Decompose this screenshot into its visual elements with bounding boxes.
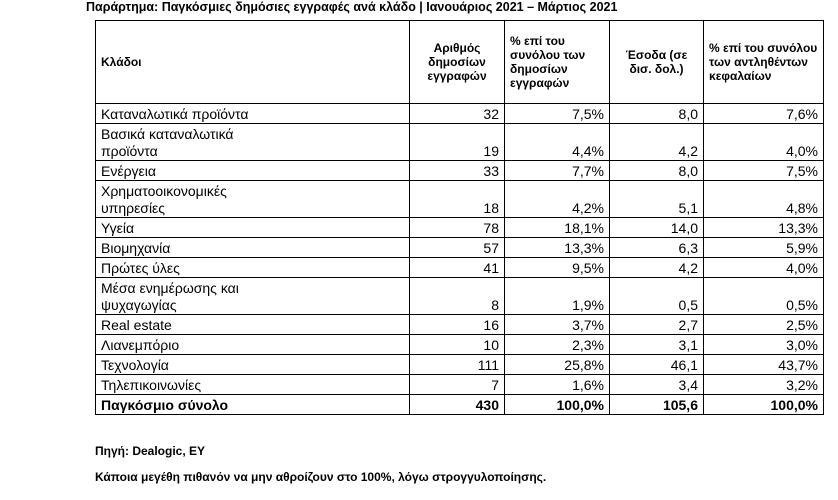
header-proceeds: Έσοδα (σε δισ. δολ.) [610, 21, 704, 104]
cell-pct-count: 100,0% [505, 395, 610, 415]
cell-sector [96, 124, 410, 161]
sector-table [95, 20, 824, 415]
cell-pct-proceeds: 3,2% [704, 375, 824, 395]
table-row [96, 218, 824, 238]
cell-proceeds: 8,0 [610, 161, 704, 181]
table-row [96, 181, 824, 218]
cell-pct-proceeds: 4,8% [704, 181, 824, 218]
cell-pct-count: 25,8% [505, 355, 610, 375]
cell-pct-count: 4,4% [505, 124, 610, 161]
cell-sector: Τεχνολογία [96, 355, 410, 375]
header-pct-proceeds: % επί του συνόλου των αντληθέντων κεφαλαίων [704, 21, 824, 104]
cell-sector-text: Μέσα ενημέρωσης και ψυχαγωγίας [101, 280, 239, 313]
cell-sector: Βιομηχανία [96, 238, 410, 258]
cell-proceeds: 3,1 [610, 335, 704, 355]
source-note: Πηγή: Dealogic, EY [95, 444, 206, 458]
table-row [96, 161, 824, 181]
table-row [96, 335, 824, 355]
cell-sector: Ενέργεια [96, 161, 410, 181]
table-row [96, 315, 824, 335]
cell-pct-proceeds: 3,0% [704, 335, 824, 355]
cell-count: 8 [410, 278, 505, 315]
cell-count: 111 [410, 355, 505, 375]
cell-proceeds: 5,1 [610, 181, 704, 218]
cell-pct-proceeds: 100,0% [704, 395, 824, 415]
cell-count: 7 [410, 375, 505, 395]
table-row [96, 124, 824, 161]
cell-pct-proceeds: 2,5% [704, 315, 824, 335]
cell-proceeds: 8,0 [610, 104, 704, 124]
cell-pct-proceeds: 4,0% [704, 258, 824, 278]
header-row [96, 21, 824, 104]
cell-sector-text: Βασικά καταναλωτικά προϊόντα [101, 126, 234, 159]
cell-sector-text: Χρηματοοικονομικές υπηρεσίες [101, 183, 227, 216]
cell-count: 33 [410, 161, 505, 181]
cell-count: 32 [410, 104, 505, 124]
cell-sector: Παγκόσμιο σύνολο [96, 395, 410, 415]
cell-proceeds: 4,2 [610, 258, 704, 278]
cell-pct-proceeds: 4,0% [704, 124, 824, 161]
table-row [96, 238, 824, 258]
cell-proceeds: 3,4 [610, 375, 704, 395]
cell-pct-proceeds: 0,5% [704, 278, 824, 315]
table-row [96, 258, 824, 278]
rounding-note: Κάποια μεγέθη πιθανόν να μην αθροίζουν στο 100%, λόγω στρογγυλοποίησης. [95, 470, 547, 484]
cell-proceeds: 6,3 [610, 238, 704, 258]
header-pct-count: % επί του συνόλου των δημοσίων εγγραφών [505, 21, 610, 104]
cell-pct-proceeds: 5,9% [704, 238, 824, 258]
cell-proceeds: 2,7 [610, 315, 704, 335]
cell-count: 18 [410, 181, 505, 218]
cell-sector: Real estate [96, 315, 410, 335]
cell-pct-count: 9,5% [505, 258, 610, 278]
table-row [96, 278, 824, 315]
cell-count: 78 [410, 218, 505, 238]
cell-sector: Λιανεμπόριο [96, 335, 410, 355]
cell-pct-count: 13,3% [505, 238, 610, 258]
cell-pct-count: 4,2% [505, 181, 610, 218]
header-count: Αριθμός δημοσίων εγγραφών [410, 21, 505, 104]
cell-count: 57 [410, 238, 505, 258]
cell-proceeds: 105,6 [610, 395, 704, 415]
cell-pct-count: 7,5% [505, 104, 610, 124]
cell-pct-proceeds: 7,6% [704, 104, 824, 124]
cell-pct-count: 18,1% [505, 218, 610, 238]
cell-pct-proceeds: 43,7% [704, 355, 824, 375]
cell-sector: Καταναλωτικά προϊόντα [96, 104, 410, 124]
cell-count: 10 [410, 335, 505, 355]
cell-sector: Υγεία [96, 218, 410, 238]
cell-pct-count: 1,6% [505, 375, 610, 395]
cell-count: 16 [410, 315, 505, 335]
table-row [96, 375, 824, 395]
cell-pct-proceeds: 7,5% [704, 161, 824, 181]
cell-sector [96, 181, 410, 218]
cell-proceeds: 4,2 [610, 124, 704, 161]
cell-pct-count: 1,9% [505, 278, 610, 315]
cell-proceeds: 46,1 [610, 355, 704, 375]
table-row [96, 104, 824, 124]
table-row [96, 355, 824, 375]
cell-proceeds: 14,0 [610, 218, 704, 238]
cell-pct-proceeds: 13,3% [704, 218, 824, 238]
cell-proceeds: 0,5 [610, 278, 704, 315]
cell-pct-count: 3,7% [505, 315, 610, 335]
cell-sector: Πρώτες ύλες [96, 258, 410, 278]
cell-pct-count: 2,3% [505, 335, 610, 355]
cell-count: 430 [410, 395, 505, 415]
cell-pct-count: 7,7% [505, 161, 610, 181]
total-row [96, 395, 824, 415]
cell-count: 41 [410, 258, 505, 278]
cell-sector: Τηλεπικοινωνίες [96, 375, 410, 395]
header-sector: Κλάδοι [96, 21, 410, 104]
cell-count: 19 [410, 124, 505, 161]
page-title: Παράρτημα: Παγκόσμιες δημόσιες εγγραφές ανά κλάδο | Ιανουάριος 2021 – Μάρτιος 2021 [86, 0, 618, 14]
cell-sector [96, 278, 410, 315]
